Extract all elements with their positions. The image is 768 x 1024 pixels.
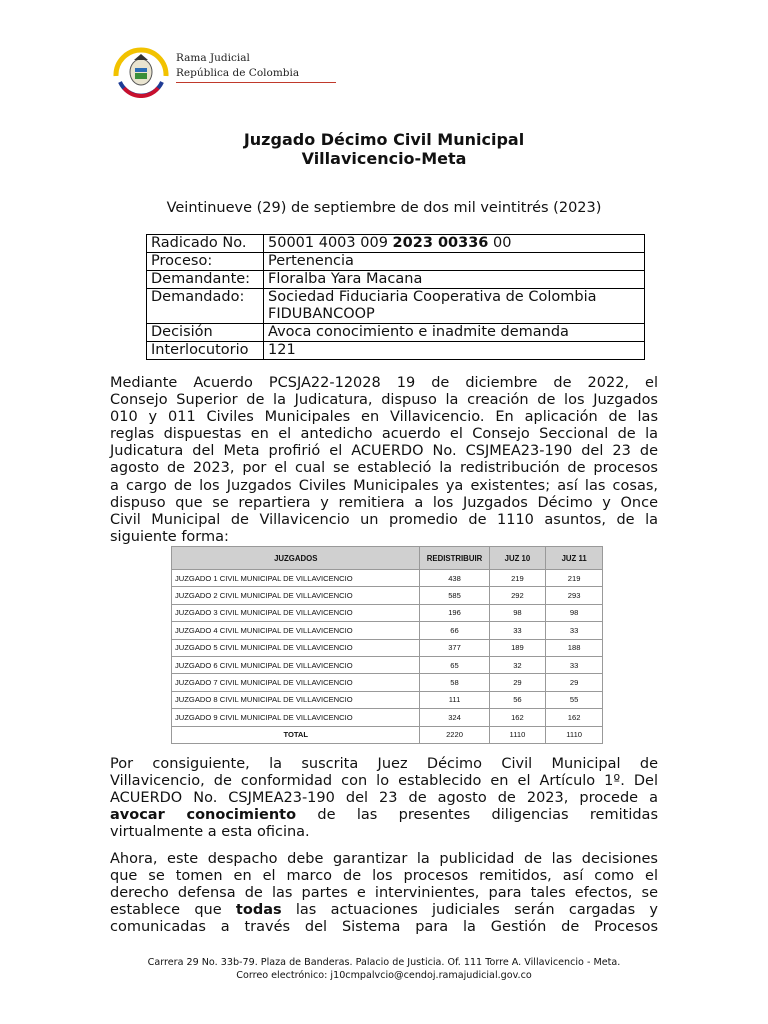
juzgado-name: JUZGADO 5 CIVIL MUNICIPAL DE VILLAVICENCIO — [172, 639, 420, 656]
decision-label: Decisión — [147, 324, 264, 342]
paragraph-line: ACUERDO No. CSJMEA23-190 del 23 de agosto de 2023, procede a — [110, 790, 658, 807]
total-juz10: 1110 — [489, 726, 546, 743]
redistribuir-value: 58 — [420, 674, 489, 691]
decision-value: Avoca conocimiento e inadmite demanda — [264, 324, 645, 342]
case-info-row — [147, 271, 645, 289]
paragraph-line: que se tomen en el marco de los procesos remitidos, así como el — [110, 868, 658, 885]
paragraph-line: Civil Municipal de Villavicencio un promedio de 1110 asuntos, de la — [110, 511, 658, 528]
demandado-value-line-1: Sociedad Fiduciaria Cooperativa de Colombia — [268, 289, 597, 305]
juz10-value: 29 — [489, 674, 546, 691]
col-juz10: JUZ 10 — [489, 547, 546, 570]
total-juz11: 1110 — [546, 726, 603, 743]
demandado-label: Demandado: — [147, 289, 264, 324]
juz10-value: 33 — [489, 622, 546, 639]
juz11-value: 162 — [546, 709, 603, 726]
footer-address: Carrera 29 No. 33b-79. Plaza de Banderas. Palacio de Justicia. Of. 111 Torre A. Villavicencio - Meta. — [147, 957, 621, 968]
distribution-row — [172, 587, 603, 604]
juz11-value: 293 — [546, 587, 603, 604]
juz11-value: 55 — [546, 691, 603, 708]
radicado-label: Radicado No. — [147, 235, 264, 253]
document-date: Veintinueve (29) de septiembre de dos mil veintitrés (2023) — [166, 200, 602, 216]
title-line-2: Villavicencio-Meta — [301, 149, 467, 168]
juzgado-name: JUZGADO 2 CIVIL MUNICIPAL DE VILLAVICENCIO — [172, 587, 420, 604]
redistribuir-value: 377 — [420, 639, 489, 656]
case-info-row — [147, 253, 645, 271]
page-title — [0, 130, 768, 168]
header-divider — [176, 82, 336, 83]
demandante-value: Floralba Yara Macana — [264, 271, 645, 289]
distribution-row — [172, 570, 603, 587]
radicado-value — [264, 235, 645, 253]
case-info-row — [147, 324, 645, 342]
juz10-value: 32 — [489, 656, 546, 673]
juz11-value: 219 — [546, 570, 603, 587]
distribution-table — [171, 546, 603, 744]
redistribuir-value: 324 — [420, 709, 489, 726]
juzgado-name: JUZGADO 7 CIVIL MUNICIPAL DE VILLAVICENCIO — [172, 674, 420, 691]
juzgado-name: JUZGADO 8 CIVIL MUNICIPAL DE VILLAVICENCIO — [172, 691, 420, 708]
paragraph-line: a cargo de los Juzgados Civiles Municipales ya existentes; así las cosas, — [110, 477, 658, 494]
juzgado-name: JUZGADO 6 CIVIL MUNICIPAL DE VILLAVICENCIO — [172, 656, 420, 673]
paragraph-line: Villavicencio, de conformidad con lo establecido en el Artículo 1º. Del — [110, 773, 658, 790]
col-redistribuir: REDISTRIBUIR — [420, 547, 489, 570]
juz11-value: 188 — [546, 639, 603, 656]
header-line-1: Rama Judicial — [176, 52, 250, 64]
paragraph-bold: todas — [235, 902, 282, 919]
rama-judicial-logo — [110, 42, 330, 98]
paragraph-line: agosto de 2023, por el cual se estableció la redistribución de procesos — [110, 460, 658, 477]
paragraph-text: de las presentes diligencias remitidas — [296, 807, 658, 824]
case-info-row — [147, 235, 645, 253]
paragraph-text: las actuaciones judiciales serán cargadas y — [281, 902, 658, 919]
footer-email: Correo electrónico: j10cmpalvcio@cendoj.ramajudicial.gov.co — [236, 970, 532, 981]
total-label: TOTAL — [172, 726, 420, 743]
title-line-1: Juzgado Décimo Civil Municipal — [243, 130, 525, 149]
juz11-value: 33 — [546, 656, 603, 673]
juzgado-name: JUZGADO 9 CIVIL MUNICIPAL DE VILLAVICENCIO — [172, 709, 420, 726]
case-info-table — [146, 234, 645, 360]
redistribuir-value: 196 — [420, 604, 489, 621]
paragraph-line: virtualmente a esta oficina. — [110, 824, 310, 841]
distribution-table-image — [171, 546, 603, 738]
colombia-coat-of-arms-icon — [110, 42, 172, 98]
distribution-row — [172, 709, 603, 726]
redistribuir-value: 111 — [420, 691, 489, 708]
juzgado-name: JUZGADO 4 CIVIL MUNICIPAL DE VILLAVICENCIO — [172, 622, 420, 639]
paragraph-line: reglas dispuestas en el antedicho acuerdo el Consejo Seccional de la — [110, 426, 658, 443]
distribution-body — [172, 570, 603, 727]
paragraph-acuerdo — [110, 375, 658, 546]
col-juzgados: JUZGADOS — [172, 547, 420, 570]
demandante-label: Demandante: — [147, 271, 264, 289]
demandado-value — [264, 289, 645, 324]
radicado-post: 00 — [488, 235, 512, 251]
proceso-value: Pertenencia — [264, 253, 645, 271]
paragraph-line — [110, 902, 658, 919]
redistribuir-value: 438 — [420, 570, 489, 587]
juz10-value: 189 — [489, 639, 546, 656]
paragraph-line: dispuso que se repartiera y remitiera a los Juzgados Décimo y Once — [110, 494, 658, 511]
distribution-row — [172, 656, 603, 673]
juz10-value: 219 — [489, 570, 546, 587]
case-info-row — [147, 289, 645, 324]
distribution-row — [172, 622, 603, 639]
paragraph-publicidad — [110, 851, 658, 936]
paragraph-line — [110, 807, 658, 824]
paragraph-line: Ahora, este despacho debe garantizar la publicidad de las decisiones — [110, 851, 658, 867]
proceso-label: Proceso: — [147, 253, 264, 271]
distribution-total-row — [172, 726, 603, 743]
paragraph-line: Consejo Superior de la Judicatura, dispuso la creación de los Juzgados — [110, 392, 658, 409]
distribution-header-row — [172, 547, 603, 570]
juz10-value: 98 — [489, 604, 546, 621]
juz11-value: 98 — [546, 604, 603, 621]
col-juz11: JUZ 11 — [546, 547, 603, 570]
paragraph-text: establece que — [110, 902, 236, 919]
distribution-row — [172, 691, 603, 708]
paragraph-line: derecho defensa de las partes e intervinientes, para tales efectos, se — [110, 885, 658, 902]
distribution-row — [172, 604, 603, 621]
redistribuir-value: 66 — [420, 622, 489, 639]
juzgado-name: JUZGADO 1 CIVIL MUNICIPAL DE VILLAVICENCIO — [172, 570, 420, 587]
juz11-value: 29 — [546, 674, 603, 691]
header-line-2: República de Colombia — [176, 67, 300, 79]
redistribuir-value: 65 — [420, 656, 489, 673]
radicado-pre: 50001 4003 009 — [268, 235, 393, 251]
juzgado-name: JUZGADO 3 CIVIL MUNICIPAL DE VILLAVICENCIO — [172, 604, 420, 621]
juz10-value: 56 — [489, 691, 546, 708]
interlocutorio-value: 121 — [264, 342, 645, 360]
distribution-row — [172, 674, 603, 691]
redistribuir-value: 585 — [420, 587, 489, 604]
paragraph-bold: avocar conocimiento — [110, 807, 297, 824]
demandado-value-line-2: FIDUBANCOOP — [268, 306, 375, 322]
juz11-value: 33 — [546, 622, 603, 639]
paragraph-avoca — [110, 756, 658, 841]
case-info-row — [147, 342, 645, 360]
distribution-row — [172, 639, 603, 656]
paragraph-line: Mediante Acuerdo PCSJA22-12028 19 de diciembre de 2022, el — [110, 375, 658, 391]
juz10-value: 292 — [489, 587, 546, 604]
paragraph-line: comunicadas a través del Sistema para la Gestión de Procesos — [110, 919, 658, 936]
juz10-value: 162 — [489, 709, 546, 726]
paragraph-line: siguiente forma: — [110, 528, 229, 545]
interlocutorio-label: Interlocutorio — [147, 342, 264, 360]
paragraph-line: Judicatura del Meta profirió el ACUERDO No. CSJMEA23-190 del 23 de — [110, 443, 658, 460]
paragraph-line: Por consiguiente, la suscrita Juez Décimo Civil Municipal de — [110, 756, 658, 772]
total-redistribuir: 2220 — [420, 726, 489, 743]
paragraph-line: 010 y 011 Civiles Municipales en Villavicencio. En aplicación de las — [110, 409, 658, 426]
radicado-bold: 2023 00336 — [392, 235, 489, 251]
